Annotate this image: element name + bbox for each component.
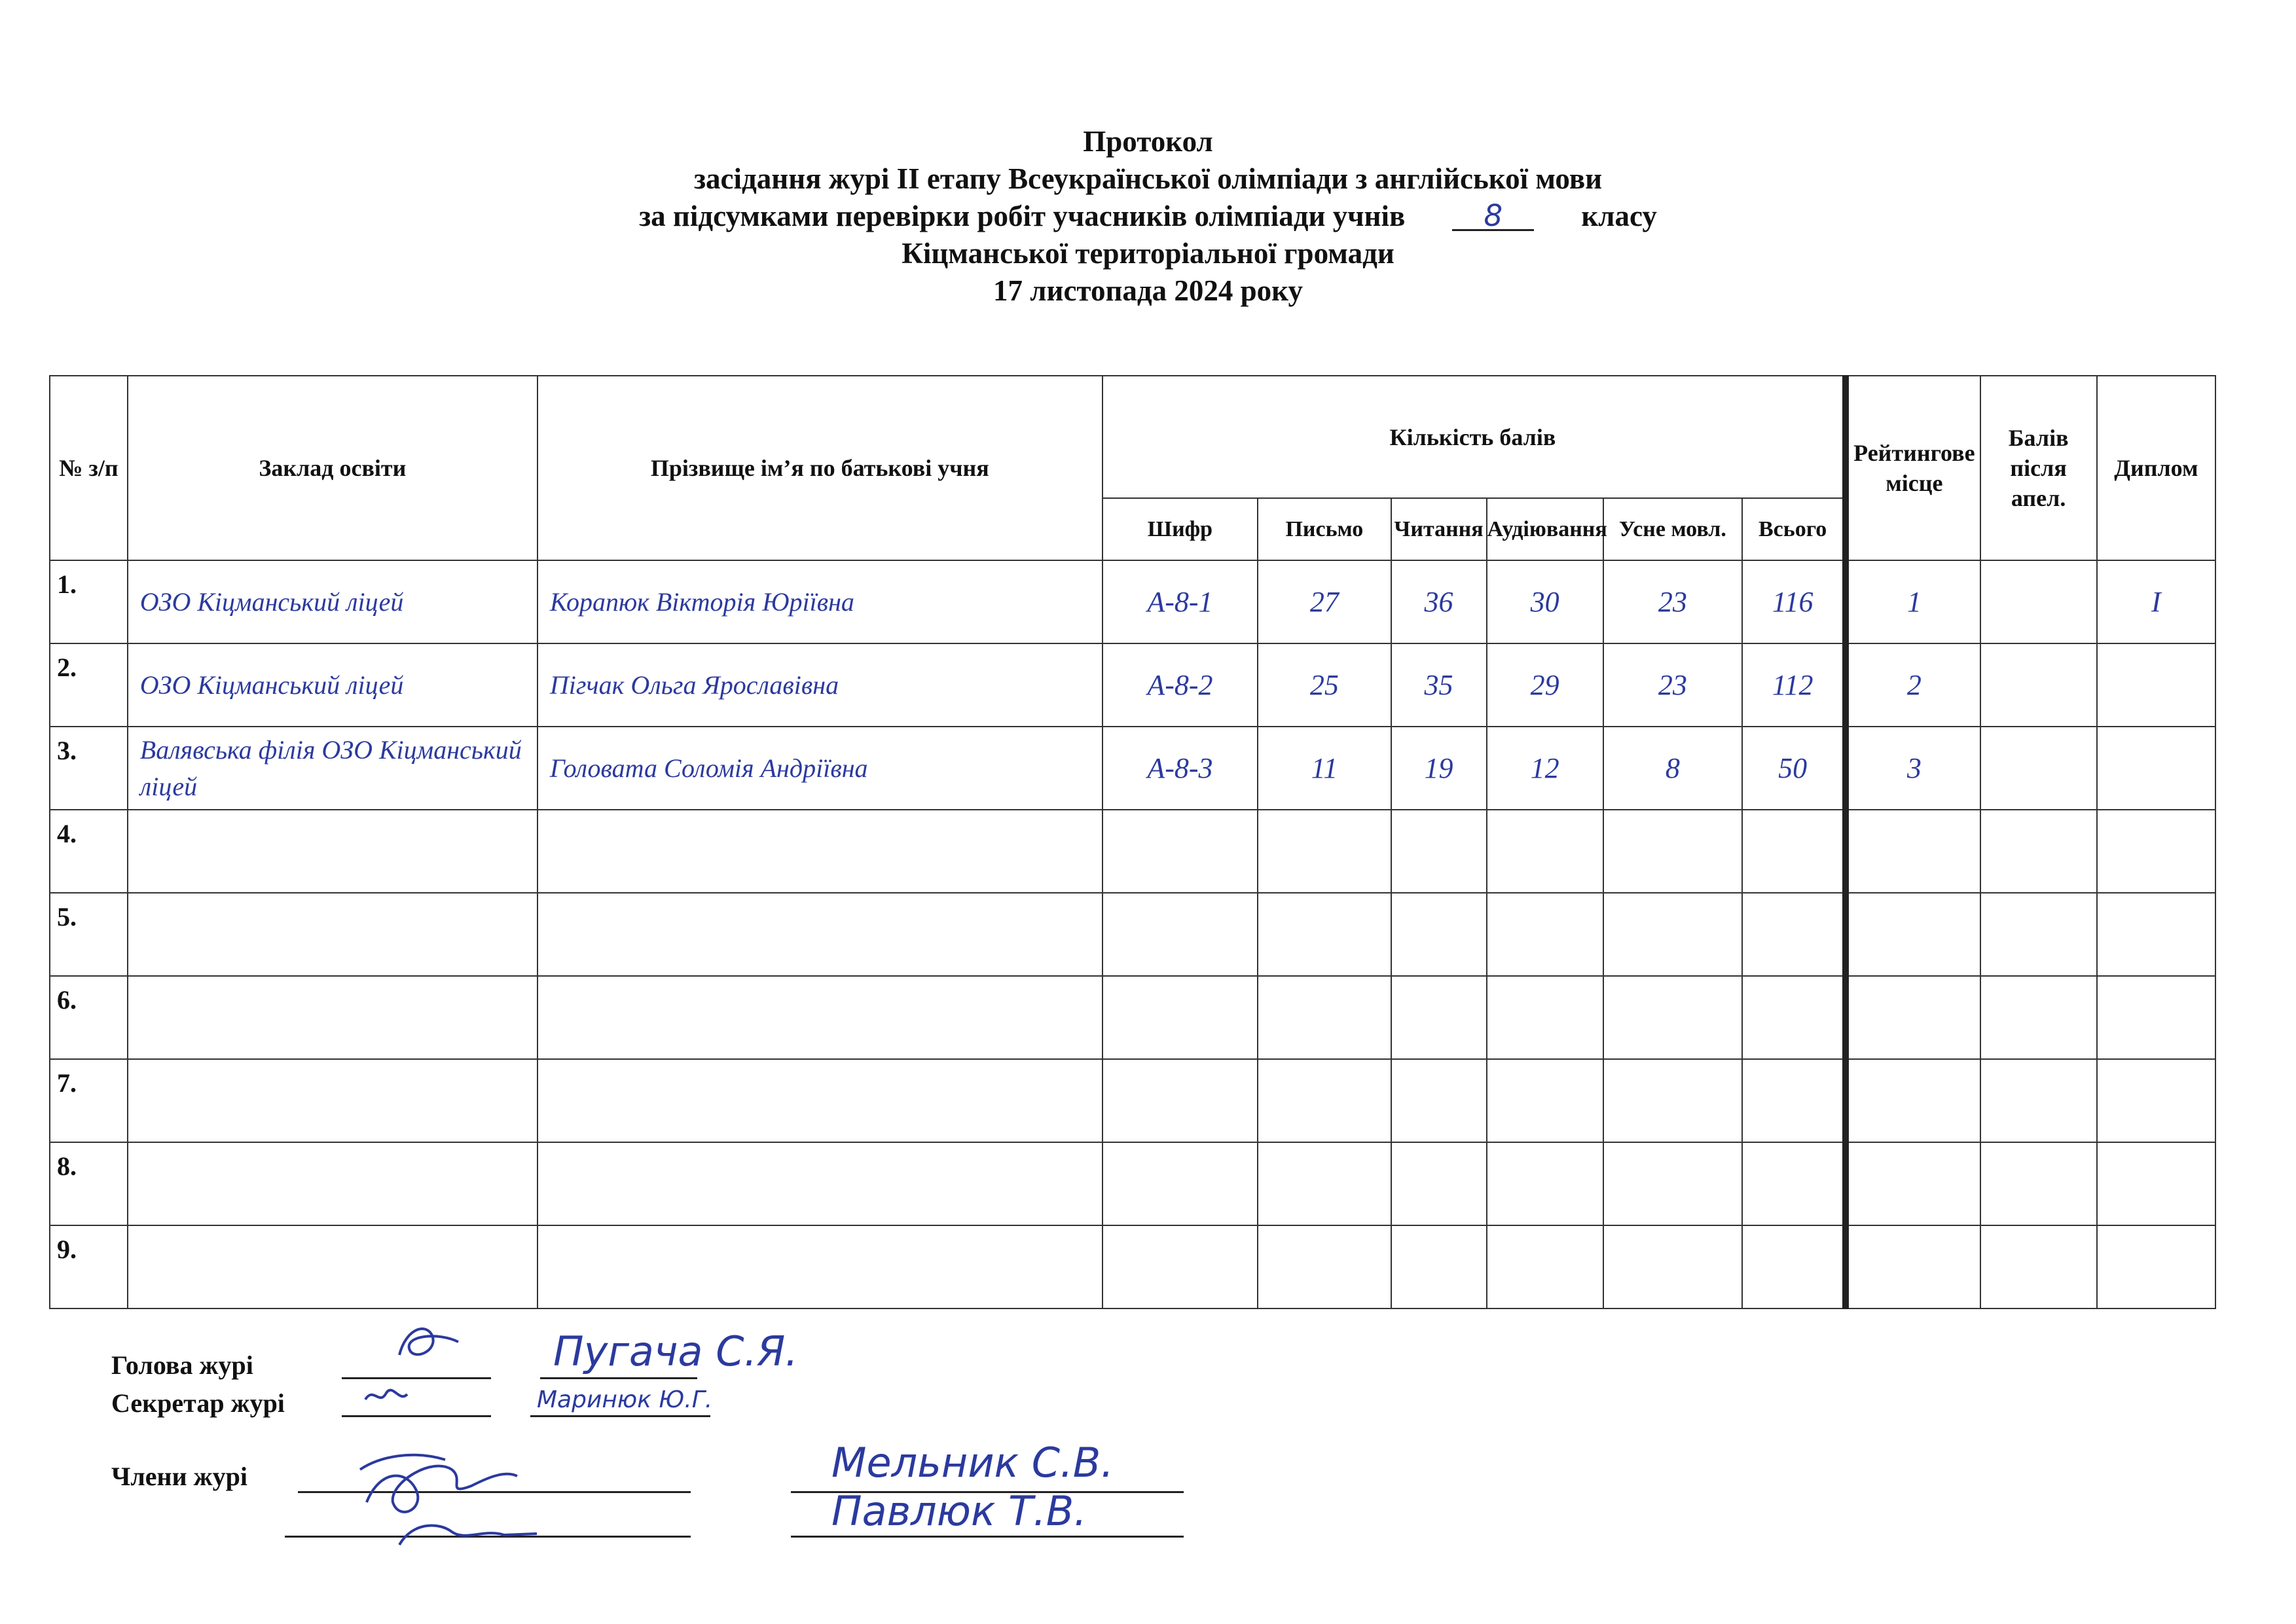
row-writing	[1258, 976, 1391, 1059]
row-reading: 35	[1391, 643, 1487, 727]
row-number: 3.	[50, 727, 128, 810]
row-reading: 36	[1391, 560, 1487, 643]
row-code	[1102, 893, 1258, 976]
row-number: 2.	[50, 643, 128, 727]
protocol-summary-line	[0, 198, 2296, 235]
row-total	[1742, 1059, 1846, 1142]
protocol-title: Протокол	[1083, 125, 1213, 158]
row-appeal	[1980, 727, 2097, 810]
row-school	[128, 976, 538, 1059]
row-reading: 19	[1391, 727, 1487, 810]
member1-name: Мельник С.В.	[831, 1439, 1114, 1487]
row-code: А-8-3	[1102, 727, 1258, 810]
col-code: Шифр	[1102, 498, 1258, 560]
col-rank: Рейтингове місце	[1846, 376, 1980, 560]
row-school	[128, 1142, 538, 1225]
row-number: 9.	[50, 1225, 128, 1308]
row-listening: 29	[1487, 643, 1603, 727]
table-row	[50, 976, 2215, 1059]
row-diploma	[2097, 893, 2215, 976]
row-listening	[1487, 810, 1603, 893]
row-total: 116	[1742, 560, 1846, 643]
row-diploma	[2097, 976, 2215, 1059]
col-writing: Письмо	[1258, 498, 1391, 560]
row-appeal	[1980, 893, 2097, 976]
col-total: Всього	[1742, 498, 1846, 560]
col-student: Прізвище ім’я по батькові учня	[538, 376, 1102, 560]
row-listening	[1487, 1225, 1603, 1308]
row-code	[1102, 810, 1258, 893]
chair-label: Голова журі	[111, 1350, 253, 1380]
protocol-subtitle: засідання журі ІІ етапу Всеукраїнської олімпіади з англійської мови	[693, 162, 1603, 195]
row-writing: 11	[1258, 727, 1391, 810]
row-reading	[1391, 976, 1487, 1059]
row-diploma	[2097, 727, 2215, 810]
row-code: А-8-1	[1102, 560, 1258, 643]
row-writing	[1258, 1142, 1391, 1225]
row-appeal	[1980, 1059, 2097, 1142]
row-writing	[1258, 893, 1391, 976]
row-rank: 1	[1846, 560, 1980, 643]
row-rank	[1846, 1059, 1980, 1142]
row-listening	[1487, 893, 1603, 976]
results-table	[49, 375, 2216, 1309]
chair-signature	[386, 1316, 471, 1375]
row-school: ОЗО Кіцманський ліцей	[128, 560, 538, 643]
table-header-row	[50, 376, 2215, 498]
protocol-header	[0, 123, 2296, 310]
row-total	[1742, 1142, 1846, 1225]
row-speaking	[1603, 1225, 1742, 1308]
secretary-label: Секретар журі	[111, 1388, 285, 1418]
row-reading	[1391, 893, 1487, 976]
col-school: Заклад освіти	[128, 376, 538, 560]
row-total	[1742, 810, 1846, 893]
secretary-signature	[360, 1380, 412, 1413]
row-diploma: I	[2097, 560, 2215, 643]
row-rank	[1846, 976, 1980, 1059]
table-row	[50, 893, 2215, 976]
col-appeal: Балів після апел.	[1980, 376, 2097, 560]
table-row	[50, 1225, 2215, 1308]
row-rank	[1846, 893, 1980, 976]
row-appeal	[1980, 976, 2097, 1059]
row-student	[538, 976, 1102, 1059]
row-reading	[1391, 1059, 1487, 1142]
row-total: 50	[1742, 727, 1846, 810]
row-reading	[1391, 810, 1487, 893]
row-school	[128, 810, 538, 893]
row-code	[1102, 1142, 1258, 1225]
members-signatures	[354, 1430, 563, 1561]
row-speaking	[1603, 810, 1742, 893]
chair-name: Пугача С.Я.	[553, 1327, 798, 1375]
col-listening: Аудіювання	[1487, 498, 1603, 560]
table-row	[50, 1142, 2215, 1225]
class-word: класу	[1581, 200, 1657, 232]
summary-text: за підсумками перевірки робіт учасників олімпіади учнів	[639, 200, 1406, 232]
members-label: Члени журі	[111, 1462, 248, 1491]
row-number: 1.	[50, 560, 128, 643]
row-school: Валявська філія ОЗО Кіцманський ліцей	[128, 727, 538, 810]
col-reading: Читання	[1391, 498, 1487, 560]
row-total	[1742, 1225, 1846, 1308]
row-speaking	[1603, 976, 1742, 1059]
row-number: 4.	[50, 810, 128, 893]
row-writing	[1258, 1059, 1391, 1142]
row-speaking	[1603, 1142, 1742, 1225]
row-speaking	[1603, 1059, 1742, 1142]
row-rank: 2	[1846, 643, 1980, 727]
row-diploma	[2097, 643, 2215, 727]
row-number: 7.	[50, 1059, 128, 1142]
row-total	[1742, 976, 1846, 1059]
col-num: № з/п	[50, 376, 128, 560]
row-listening: 12	[1487, 727, 1603, 810]
row-student	[538, 1142, 1102, 1225]
row-student	[538, 1059, 1102, 1142]
row-listening: 30	[1487, 560, 1603, 643]
row-student: Пігчак Ольга Ярославівна	[538, 643, 1102, 727]
row-diploma	[2097, 810, 2215, 893]
col-scores-group: Кількість балів	[1102, 376, 1846, 498]
table-row	[50, 1059, 2215, 1142]
row-school	[128, 1059, 538, 1142]
row-appeal	[1980, 560, 2097, 643]
row-student: Головата Соломія Андріївна	[538, 727, 1102, 810]
row-writing: 25	[1258, 643, 1391, 727]
row-diploma	[2097, 1225, 2215, 1308]
row-speaking	[1603, 893, 1742, 976]
row-number: 5.	[50, 893, 128, 976]
row-total: 112	[1742, 643, 1846, 727]
row-student	[538, 893, 1102, 976]
row-rank: 3	[1846, 727, 1980, 810]
row-number: 8.	[50, 1142, 128, 1225]
row-school: ОЗО Кіцманський ліцей	[128, 643, 538, 727]
row-student	[538, 1225, 1102, 1308]
row-writing: 27	[1258, 560, 1391, 643]
row-appeal	[1980, 643, 2097, 727]
row-writing	[1258, 1225, 1391, 1308]
row-school	[128, 1225, 538, 1308]
table-row	[50, 810, 2215, 893]
row-rank	[1846, 1142, 1980, 1225]
protocol-date: 17 листопада 2024 року	[993, 274, 1303, 307]
row-writing	[1258, 810, 1391, 893]
row-code	[1102, 976, 1258, 1059]
class-value: 8	[1452, 203, 1534, 231]
row-speaking: 8	[1603, 727, 1742, 810]
community-name: Кіцманської територіальної громади	[902, 237, 1394, 270]
row-reading	[1391, 1225, 1487, 1308]
row-number: 6.	[50, 976, 128, 1059]
table-row	[50, 727, 2215, 810]
secretary-name: Маринюк Ю.Г.	[537, 1386, 713, 1413]
row-appeal	[1980, 1225, 2097, 1308]
row-speaking: 23	[1603, 560, 1742, 643]
table-body	[50, 560, 2215, 1308]
row-appeal	[1980, 1142, 2097, 1225]
row-student: Корапюк Вікторія Юріївна	[538, 560, 1102, 643]
row-diploma	[2097, 1142, 2215, 1225]
row-appeal	[1980, 810, 2097, 893]
table-row	[50, 560, 2215, 643]
col-diploma: Диплом	[2097, 376, 2215, 560]
row-code	[1102, 1225, 1258, 1308]
row-school	[128, 893, 538, 976]
col-speaking: Усне мовл.	[1603, 498, 1742, 560]
row-reading	[1391, 1142, 1487, 1225]
row-code: А-8-2	[1102, 643, 1258, 727]
row-listening	[1487, 1059, 1603, 1142]
row-speaking: 23	[1603, 643, 1742, 727]
row-rank	[1846, 1225, 1980, 1308]
row-rank	[1846, 810, 1980, 893]
row-listening	[1487, 976, 1603, 1059]
row-diploma	[2097, 1059, 2215, 1142]
member2-name: Павлюк Т.В.	[831, 1487, 1087, 1535]
row-listening	[1487, 1142, 1603, 1225]
row-code	[1102, 1059, 1258, 1142]
row-student	[538, 810, 1102, 893]
row-total	[1742, 893, 1846, 976]
table-row	[50, 643, 2215, 727]
